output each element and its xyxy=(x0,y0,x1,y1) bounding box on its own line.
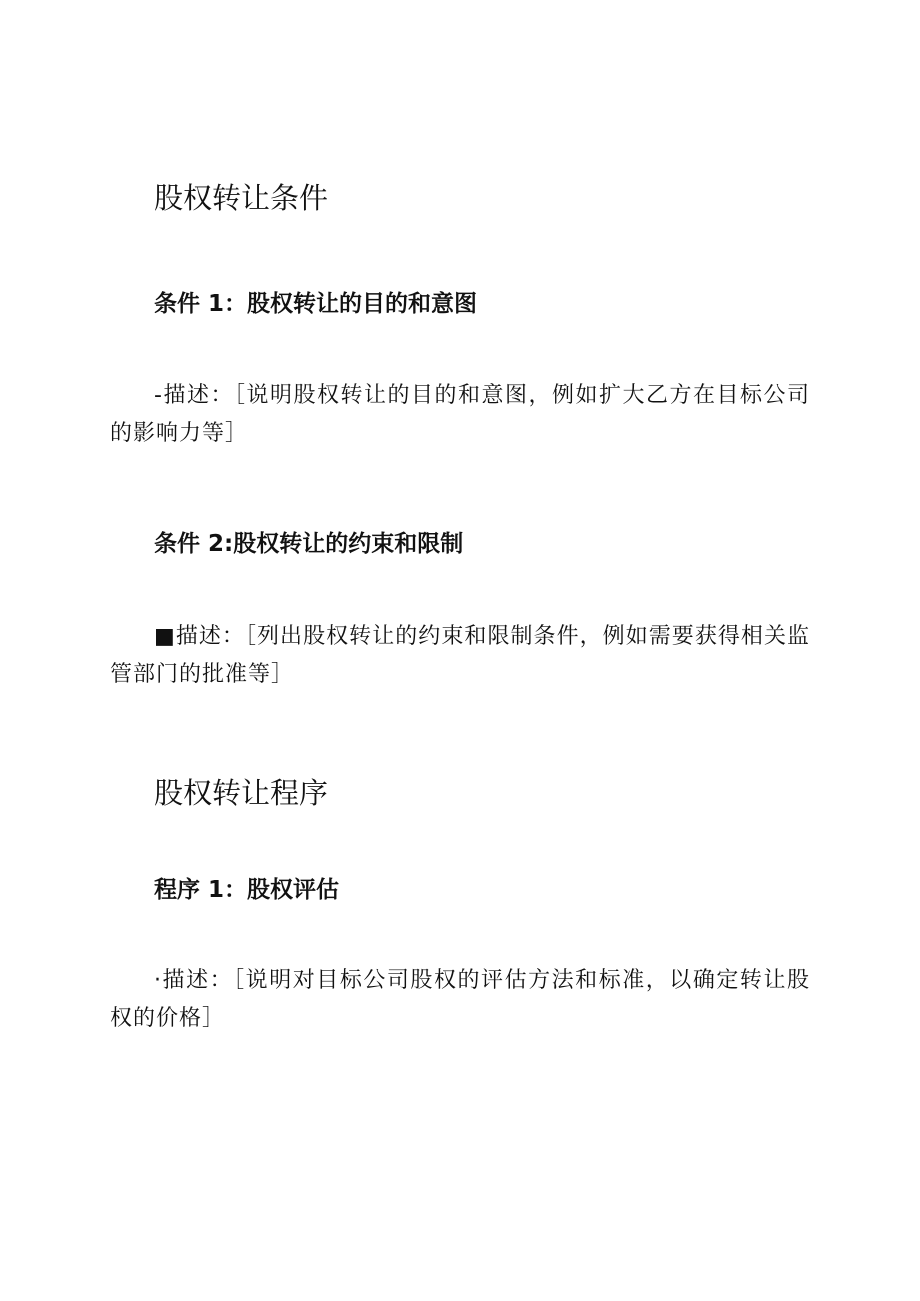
condition-2-marker: ■ xyxy=(154,624,176,649)
procedure-1-description xyxy=(110,962,810,1038)
procedure-1-marker: · xyxy=(154,968,162,993)
condition-1-title: 条件 1：股权转让的目的和意图 xyxy=(154,291,478,317)
section-heading-conditions: 股权转让条件 xyxy=(154,181,329,215)
condition-1-marker: - xyxy=(154,383,163,408)
procedure-1-title: 程序 1：股权评估 xyxy=(154,877,340,903)
condition-1-description xyxy=(110,377,810,453)
condition-1-description-text: 描述：［说明股权转让的目的和意图，例如扩大乙方在目标公司的影响力等］ xyxy=(110,383,810,446)
condition-2-title: 条件 2:股权转让的约束和限制 xyxy=(154,531,464,557)
section-heading-procedure: 股权转让程序 xyxy=(154,776,329,810)
condition-2-description xyxy=(110,618,810,694)
condition-2-description-text: 描述：［列出股权转让的约束和限制条件，例如需要获得相关监管部门的批准等］ xyxy=(110,624,810,687)
procedure-1-description-text: 描述：［说明对目标公司股权的评估方法和标准，以确定转让股权的价格］ xyxy=(110,968,810,1031)
